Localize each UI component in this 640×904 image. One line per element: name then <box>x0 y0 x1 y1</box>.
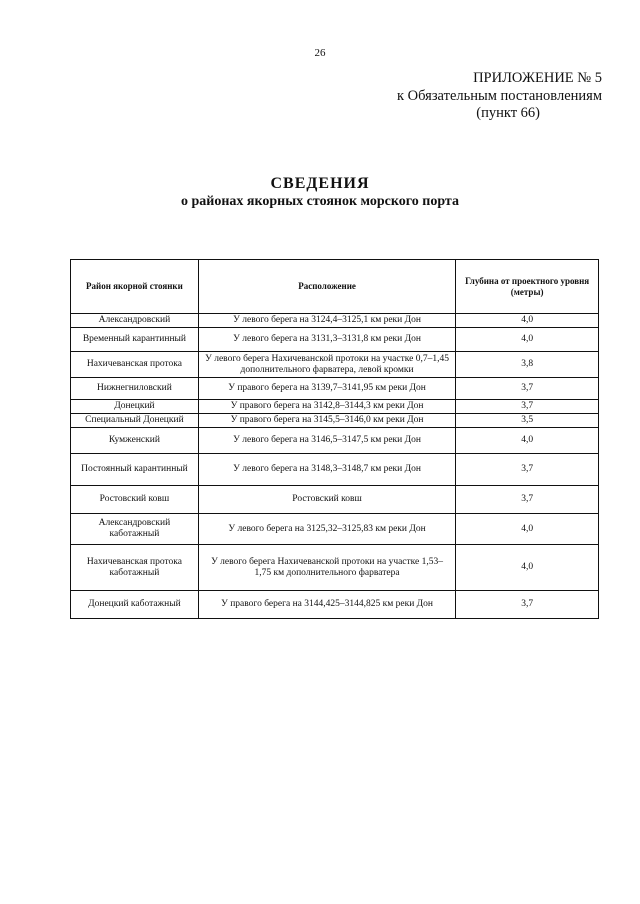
header-area: Район якорной стоянки <box>71 260 199 314</box>
cell-area: Александровский каботажный <box>71 514 199 545</box>
cell-depth: 3,7 <box>456 400 599 414</box>
cell-depth: 4,0 <box>456 314 599 328</box>
appendix-reference: к Обязательным постановлениям <box>397 87 602 104</box>
cell-location: У левого берега на 3146,5–3147,5 км реки Дон <box>198 428 455 454</box>
cell-area: Постоянный карантинный <box>71 454 199 486</box>
cell-depth: 3,7 <box>456 454 599 486</box>
cell-depth: 3,8 <box>456 352 599 378</box>
cell-depth: 4,0 <box>456 514 599 545</box>
table-row <box>71 428 599 454</box>
cell-location: У левого берега Нахичеванской протоки на участке 0,7–1,45 дополнительного фарватера, левой кромки <box>198 352 455 378</box>
cell-location: У левого берега Нахичеванской протоки на участке 1,53–1,75 км дополнительного фарватера <box>198 545 455 591</box>
document-title: СВЕДЕНИЯ <box>270 175 370 192</box>
table-row <box>71 414 599 428</box>
cell-location: У правого берега на 3142,8–3144,3 км реки Дон <box>198 400 455 414</box>
cell-depth: 4,0 <box>456 428 599 454</box>
cell-area: Нахичеванская протока каботажный <box>71 545 199 591</box>
cell-depth: 3,5 <box>456 414 599 428</box>
cell-location: Ростовский ковш <box>198 486 455 514</box>
cell-depth: 3,7 <box>456 378 599 400</box>
header-location: Расположение <box>198 260 455 314</box>
anchorage-table <box>70 259 599 619</box>
cell-area: Кумженский <box>71 428 199 454</box>
table-row <box>71 378 599 400</box>
table-row <box>71 314 599 328</box>
cell-depth: 4,0 <box>456 545 599 591</box>
table-row <box>71 545 599 591</box>
appendix-block <box>397 70 602 123</box>
cell-location: У левого берега на 3125,32–3125,83 км реки Дон <box>198 514 455 545</box>
table-row <box>71 591 599 619</box>
table-header-row <box>71 260 599 314</box>
cell-area: Нижнегниловский <box>71 378 199 400</box>
table-row <box>71 352 599 378</box>
cell-area: Александровский <box>71 314 199 328</box>
appendix-clause: (пункт 66) <box>476 105 540 121</box>
table-row <box>71 328 599 352</box>
table-row <box>71 514 599 545</box>
document-subtitle: о районах якорных стоянок морского порта <box>181 194 459 209</box>
cell-location: У правого берега на 3139,7–3141,95 км реки Дон <box>198 378 455 400</box>
cell-depth: 3,7 <box>456 591 599 619</box>
cell-location: У правого берега на 3144,425–3144,825 км реки Дон <box>198 591 455 619</box>
cell-area: Ростовский ковш <box>71 486 199 514</box>
table-row <box>71 486 599 514</box>
appendix-title: ПРИЛОЖЕНИЕ № 5 <box>473 70 602 86</box>
cell-depth: 4,0 <box>456 328 599 352</box>
table-row <box>71 400 599 414</box>
cell-location: У левого берега на 3148,3–3148,7 км реки Дон <box>198 454 455 486</box>
table-row <box>71 454 599 486</box>
cell-area: Нахичеванская протока <box>71 352 199 378</box>
cell-depth: 3,7 <box>456 486 599 514</box>
header-depth: Глубина от проектного уровня (метры) <box>456 260 599 314</box>
page-number: 26 <box>314 47 326 59</box>
cell-area: Донецкий <box>71 400 199 414</box>
cell-location: У левого берега на 3124,4–3125,1 км реки Дон <box>198 314 455 328</box>
cell-area: Специальный Донецкий <box>71 414 199 428</box>
cell-location: У правого берега на 3145,5–3146,0 км реки Дон <box>198 414 455 428</box>
cell-area: Донецкий каботажный <box>71 591 199 619</box>
cell-area: Временный карантинный <box>71 328 199 352</box>
cell-location: У левого берега на 3131,3–3131,8 км реки Дон <box>198 328 455 352</box>
